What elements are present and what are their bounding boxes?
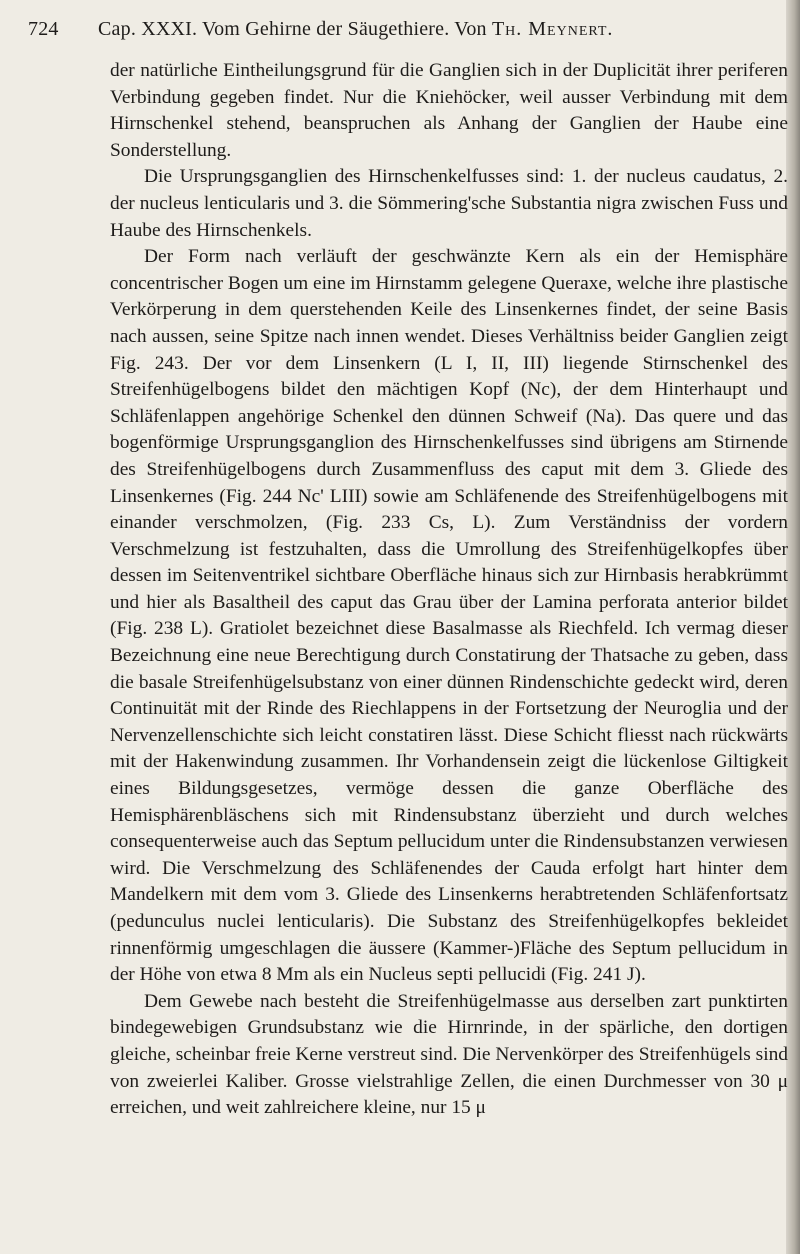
paragraph-origin-ganglia: Die Ursprungsganglien des Hirnschenkelfusses sind: 1. der nucleus caudatus, 2. der nucleus lenticularis und 3. die Sömmering'sche Substantia nigra zwischen Fuss und Haube des Hirnschenkels. [110, 166, 788, 241]
paragraph-tissue: Dem Gewebe nach besteht die Streifenhügelmasse aus derselben zart punktirten bindegewebigen Grundsubstanz wie die Hirnrinde, in der spärliche, den dortigen gleiche, scheinbar freie Kerne verstreut sind. Die Nervenkörper des Streifenhügels sind von zweierlei Kaliber. Grosse vielstrahlige Zellen, die einen Durchmesser von 30 μ erreichen, und weit zahlreichere kleine, nur 15 μ [110, 990, 788, 1119]
running-header [28, 18, 768, 48]
chapter-title: Cap. XXXI. Vom Gehirne der Säugethiere. Von [98, 18, 487, 40]
page-number: 724 [28, 18, 59, 40]
body-text [110, 58, 788, 1122]
running-title [98, 18, 613, 41]
author-name: Th. Meynert. [491, 18, 614, 40]
paragraph-form: Der Form nach verläuft der geschwänzte Kern als ein der Hemisphäre concentrischer Bogen um eine im Hirnstamm gelegene Queraxe, welche ihre plastische Verkörperung in dem querstehenden Keile des Linsenkernes findet, der seine Basis nach aussen, seine Spitze nach innen wendet. Dieses Verhältniss beider Ganglien zeigt Fig. 243. Der vor dem Linsenkern (L I, II, III) liegende Stirnschenkel des Streifenhügelbogens bildet den mächtigen Kopf (Nc), der dem Hinterhaupt und Schläfenlappen angehörige Schenkel den dünnen Schweif (Na). Das quere und das bogenförmige Ursprungsganglion des Hirnschenkelfusses sind übrigens am Stirnende des Streifenhügelbogens durch Zusammenfluss des caput mit dem 3. Gliede des Linsenkernes (Fig. 244 Nc' LIII) sowie am Schläfenende des Streifenhügelbogens mit einander verschmolzen, (Fig. 233 Cs, L). Zum Verständniss der vordern Verschmelzung ist festzuhalten, dass die Umrollung des Streifenhügelkopfes über dessen im Seitenventrikel sichtbare Oberfläche hinaus sich zur Hirnbasis herabkrümmt und hier als Basaltheil des caput das Grau über der Lamina perforata anterior bildet (Fig. 238 L). Gratiolet bezeichnet diese Basalmasse als Riechfeld. Ich vermag dieser Bezeichnung eine neue Berechtigung durch Constatirung der Thatsache zu geben, dass die basale Streifenhügelsubstanz von einer dünnen Rindenschichte gedeckt wird, deren Continuität mit der Rinde des Riechlappens in der Fortsetzung der Neuroglia und der Nervenzellenschichte sich leicht constatiren lässt. Diese Schicht fliesst nach rückwärts mit der Hakenwindung zusammen. Ihr Vorhandensein zeigt die lückenlose Giltigkeit eines Bildungsgesetzes, vermöge dessen die ganze Oberfläche des Hemisphärenbläschens sich mit Rindensubstanz überzieht und durch welches consequenterweise auch das Septum pellucidum unter die Rindensubstanzen verwiesen wird. Die Verschmelzung des Schläfenendes der Cauda erfolgt hart hinter dem Mandelkern mit dem vom 3. Gliede des Linsenkerns herabtretenden Schläfenfortsatz (pedunculus nuclei lenticularis). Die Substanz des Streifenhügelkopfes bekleidet rinnenförmig umgeschlagen die äussere (Kammer-)Fläche des Septum pellucidum in der Höhe von etwa 8 Mm als ein Nucleus septi pellucidi (Fig. 241 J). [110, 246, 788, 986]
page-edge [786, 0, 800, 1254]
paragraph-continued: der natürliche Eintheilungsgrund für die Ganglien sich in der Duplicität ihrer periferen Verbindung gegeben findet. Nur die Kniehöcker, weil ausser Verbindung mit dem Hirnschenkel stehend, beanspruchen als Anhang der Ganglien der Haube eine Sonderstellung. [110, 60, 788, 161]
